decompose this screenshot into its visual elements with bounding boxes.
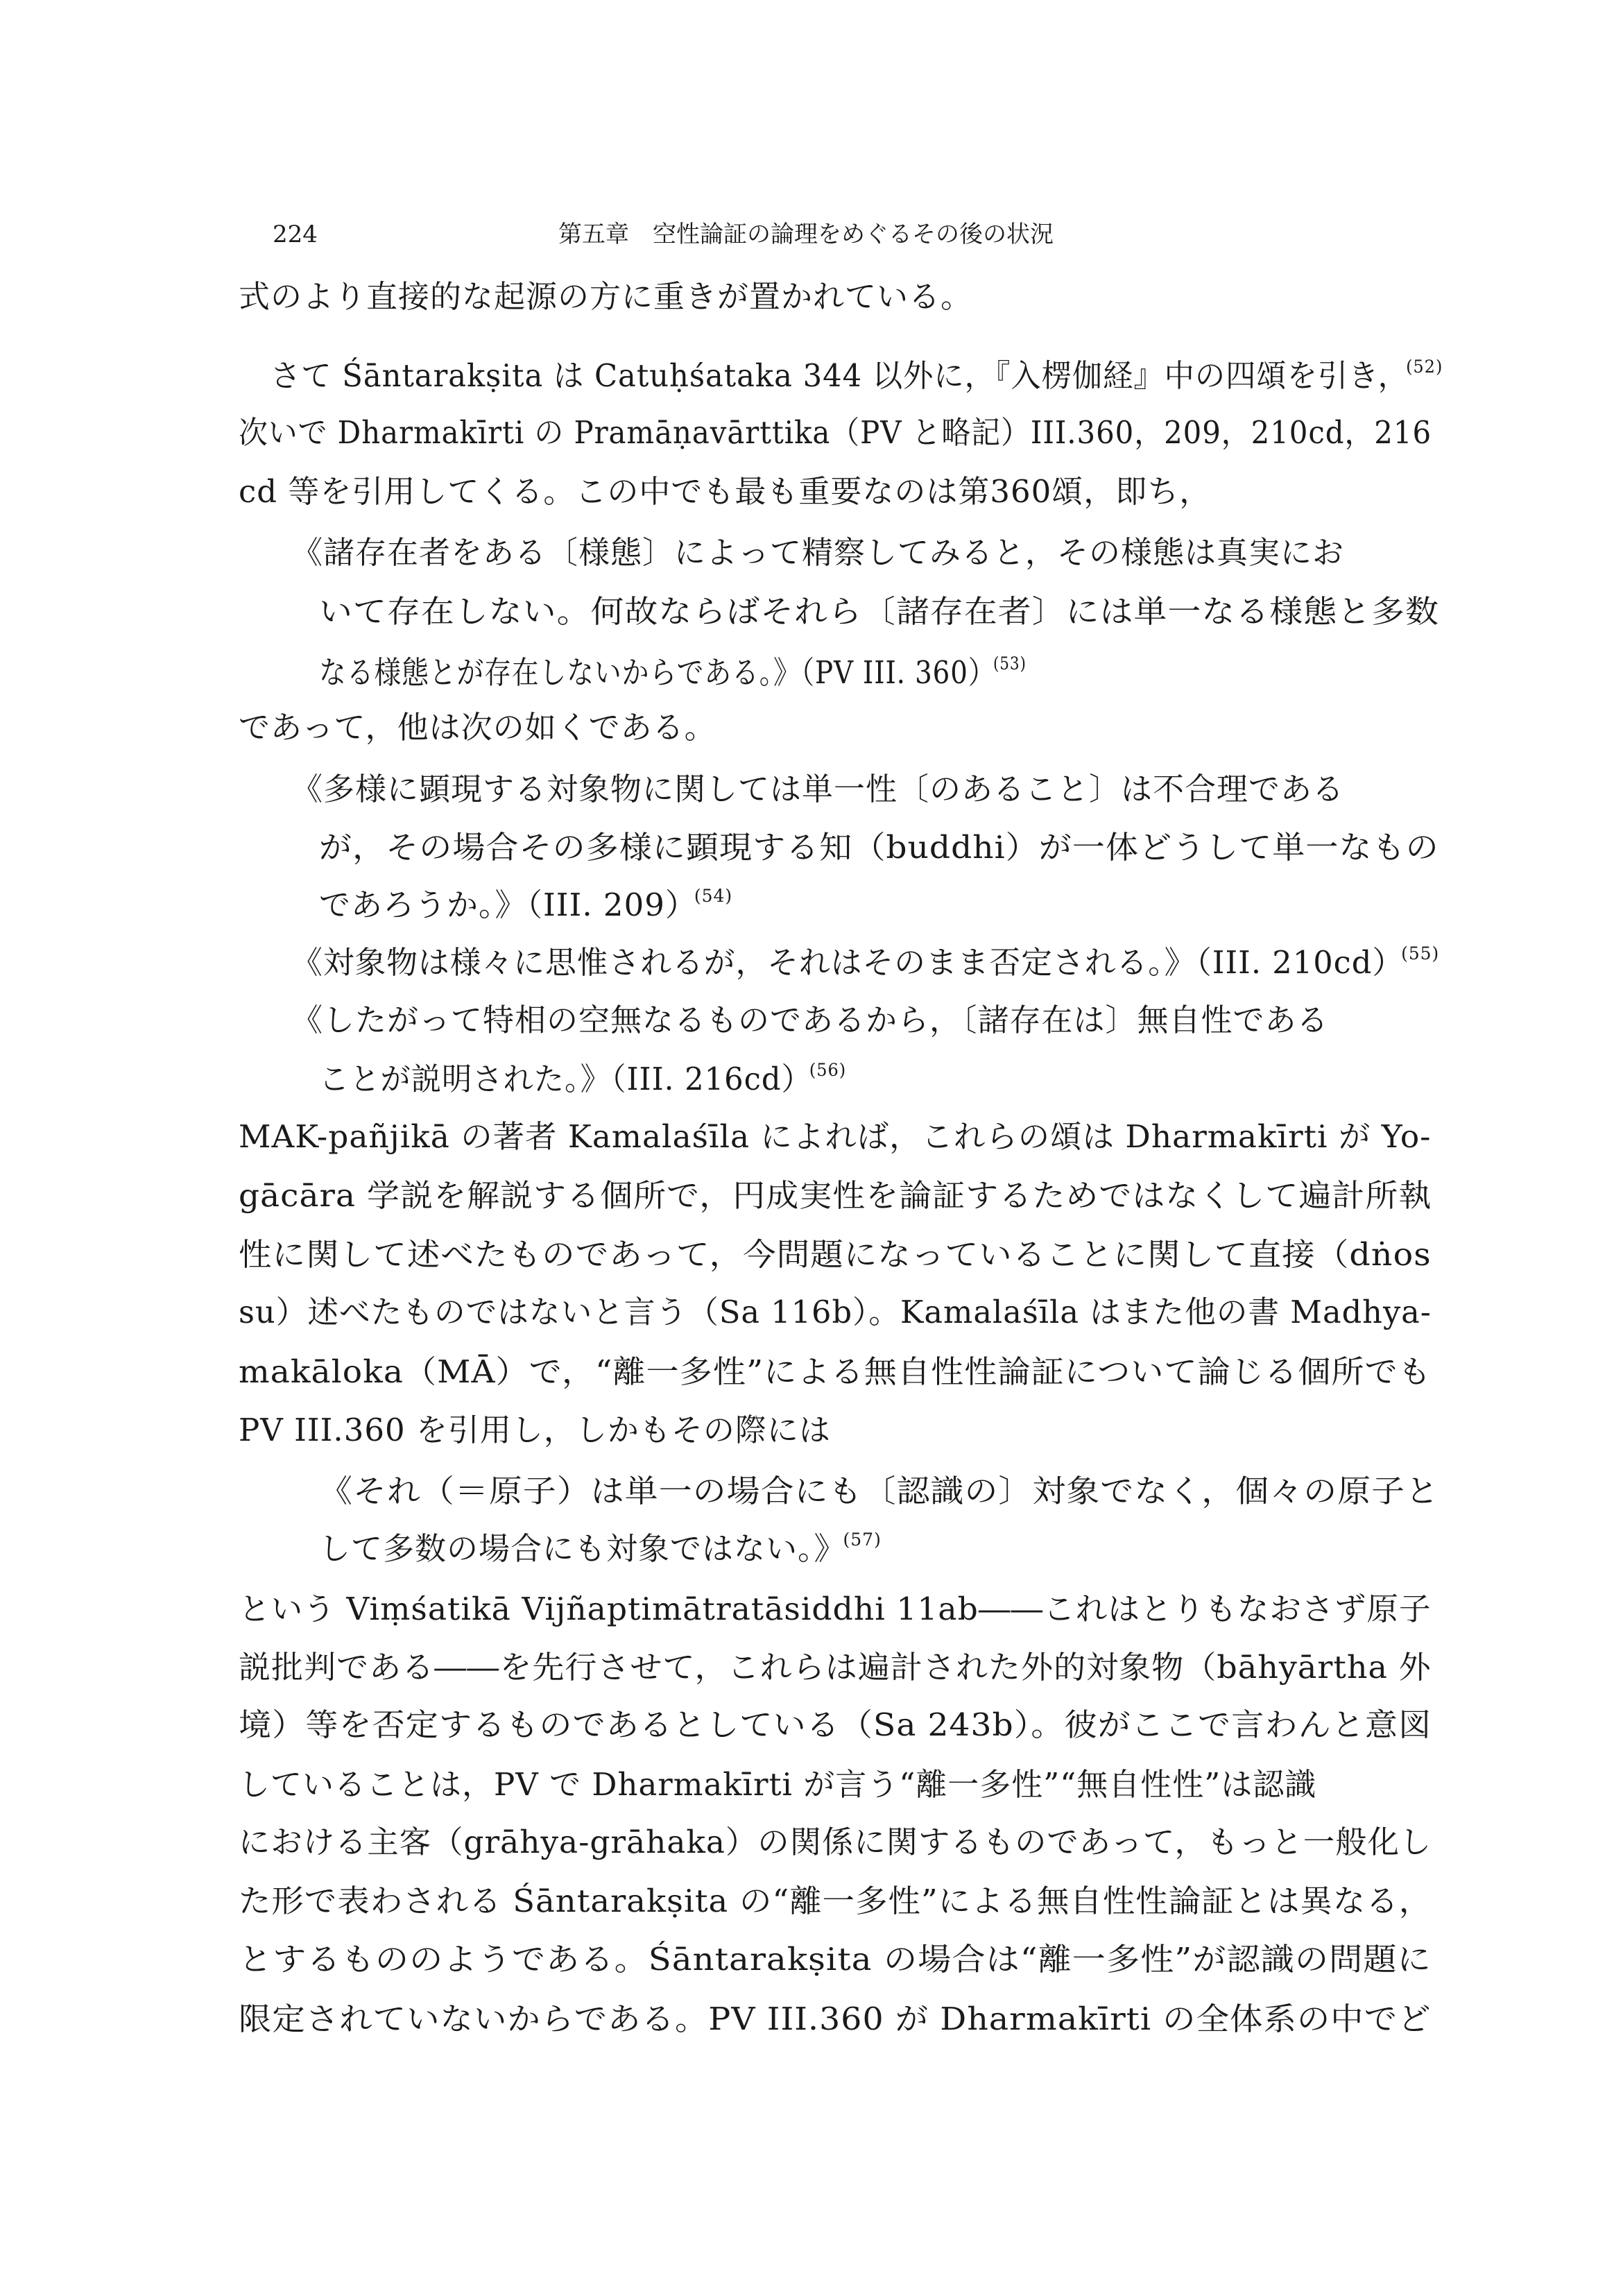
text-line xyxy=(239,1353,1432,1391)
text-line xyxy=(239,1940,1432,1979)
running-header: 第五章 空性論証の論理をめぐるその後の状況 xyxy=(558,221,1054,248)
line-text: いて存在しない。何故ならばそれら〔諸存在者〕には単一なる様態と多数 xyxy=(319,593,1440,630)
line-text: 《したがって特相の空無なるものであるから，〔諸存在は〕無自性である xyxy=(291,1002,1329,1038)
line-text: 《多様に顕現する対象物に関しては単一性〔のあること〕は不合理である xyxy=(291,771,1345,807)
text-line xyxy=(319,1060,846,1099)
line-text: 性に関して述べたものであって，今問題になっていることに関して直接（dṅos xyxy=(239,1236,1432,1273)
footnote-marker: (55) xyxy=(1401,943,1440,963)
text-line xyxy=(319,828,1439,867)
text-line xyxy=(319,653,1027,692)
line-text: gācāra 学説を解説する個所で，円成実性を論証するためではなくして遍計所執 xyxy=(239,1177,1432,1214)
text-line xyxy=(239,1648,1432,1687)
line-text: makāloka（MĀ）で，“離一多性”による無自性性論証について論じる個所でも xyxy=(239,1353,1432,1390)
text-line xyxy=(319,592,1439,631)
line-text: における主客（grāhya-grāhaka）の関係に関するものであって，もっと一般化し xyxy=(239,1824,1432,1860)
line-text: 境）等を否定するものであるとしている（Sa 243b）。彼がここで言わんと意図 xyxy=(239,1706,1432,1743)
line-text: ことが説明された。》（III. 216cd） xyxy=(319,1061,812,1097)
text-line xyxy=(239,1882,1432,1921)
text-line xyxy=(239,1823,1432,1862)
text-line xyxy=(270,357,1443,395)
text-line xyxy=(319,886,732,925)
text-line xyxy=(291,1001,1329,1040)
page-number: 224 xyxy=(273,221,318,248)
line-text: が，その場合その多様に顕現する知（buddhi）が一体どうして単一なもの xyxy=(319,829,1439,866)
line-text: た形で表わされる Śāntarakṣita の“離一多性”による無自性性論証とは異なる， xyxy=(239,1883,1432,1919)
line-text: して多数の場合にも対象ではない。》 xyxy=(319,1530,846,1567)
line-text: 次いで Dharmakīrti の Pramāṇavārttika（PV と略記）III.360，209，210cd，216 xyxy=(239,414,1432,451)
line-text: MAK-pañjikā の著者 Kamalaśīla によれば，これらの頌は Dharmakīrti が Yo- xyxy=(239,1118,1432,1155)
footnote-marker: (54) xyxy=(694,886,733,906)
footnote-marker: (57) xyxy=(843,1530,882,1550)
line-text: cd 等を引用してくる。この中でも最も重要なのは第360頌，即ち， xyxy=(239,473,1212,510)
text-line xyxy=(239,413,1432,452)
text-line xyxy=(239,2000,1432,2039)
line-text: なる様態とが存在しないからである。》（PV III. 360） xyxy=(319,654,996,691)
text-line xyxy=(239,277,972,316)
text-line xyxy=(239,1411,831,1450)
line-text: とするもののようである。Śāntarakṣita の場合は“離一多性”が認識の問題に xyxy=(239,1941,1432,1978)
footnote-marker: (53) xyxy=(993,653,1027,674)
line-text: 《対象物は様々に思惟されるが，それはそのまま否定される。》（III. 210cd） xyxy=(291,944,1405,981)
text-line xyxy=(239,1706,1432,1745)
text-line xyxy=(239,472,1211,511)
line-text: 説批判である――を先行させて，これらは遍計された外的対象物（bāhyārtha 外 xyxy=(239,1649,1432,1686)
text-line xyxy=(239,1117,1432,1156)
footnote-marker: (52) xyxy=(1406,357,1443,377)
text-line xyxy=(239,1235,1432,1274)
line-text: していることは，PV で Dharmakīrti が言う“離一多性”“無自性性”は認識 xyxy=(239,1766,1317,1803)
text-line xyxy=(239,708,716,747)
text-line xyxy=(319,1472,1439,1511)
text-line xyxy=(239,1176,1432,1215)
text-line xyxy=(291,770,1344,809)
text-line xyxy=(319,1530,882,1568)
line-text: PV III.360 を引用し，しかもその際には xyxy=(239,1412,831,1448)
text-line xyxy=(291,533,1344,572)
text-line xyxy=(239,1765,1316,1804)
line-text: 《それ（＝原子）は単一の場合にも〔認識の〕対象でなく，個々の原子と xyxy=(319,1473,1440,1509)
line-text: であって，他は次の如くである。 xyxy=(239,709,716,746)
line-text: という Viṃśatikā Vijñaptimātratāsiddhi 11ab――これはとりもなおさず原子 xyxy=(239,1591,1432,1627)
line-text: su）述べたものではないと言う（Sa 116b）。Kamalaśīla はまた他の書 Madhya- xyxy=(239,1294,1432,1330)
footnote-marker: (56) xyxy=(809,1060,847,1080)
line-text: さて Śāntarakṣita は Catuḥśataka 344 以外に，『入楞伽経』中の四頌を引き， xyxy=(270,357,1409,394)
line-text: 式のより直接的な起源の方に重きが置かれている。 xyxy=(239,278,973,315)
text-line xyxy=(291,943,1439,982)
line-text: 《諸存在者をある〔様態〕によって精察してみると，その様態は真実にお xyxy=(291,534,1345,571)
text-line xyxy=(239,1293,1432,1332)
line-text: であろうか。》（III. 209） xyxy=(319,886,697,923)
text-line xyxy=(239,1590,1432,1629)
line-text: 限定されていないからである。PV III.360 が Dharmakīrti の全体系の中でど xyxy=(239,2001,1432,2037)
